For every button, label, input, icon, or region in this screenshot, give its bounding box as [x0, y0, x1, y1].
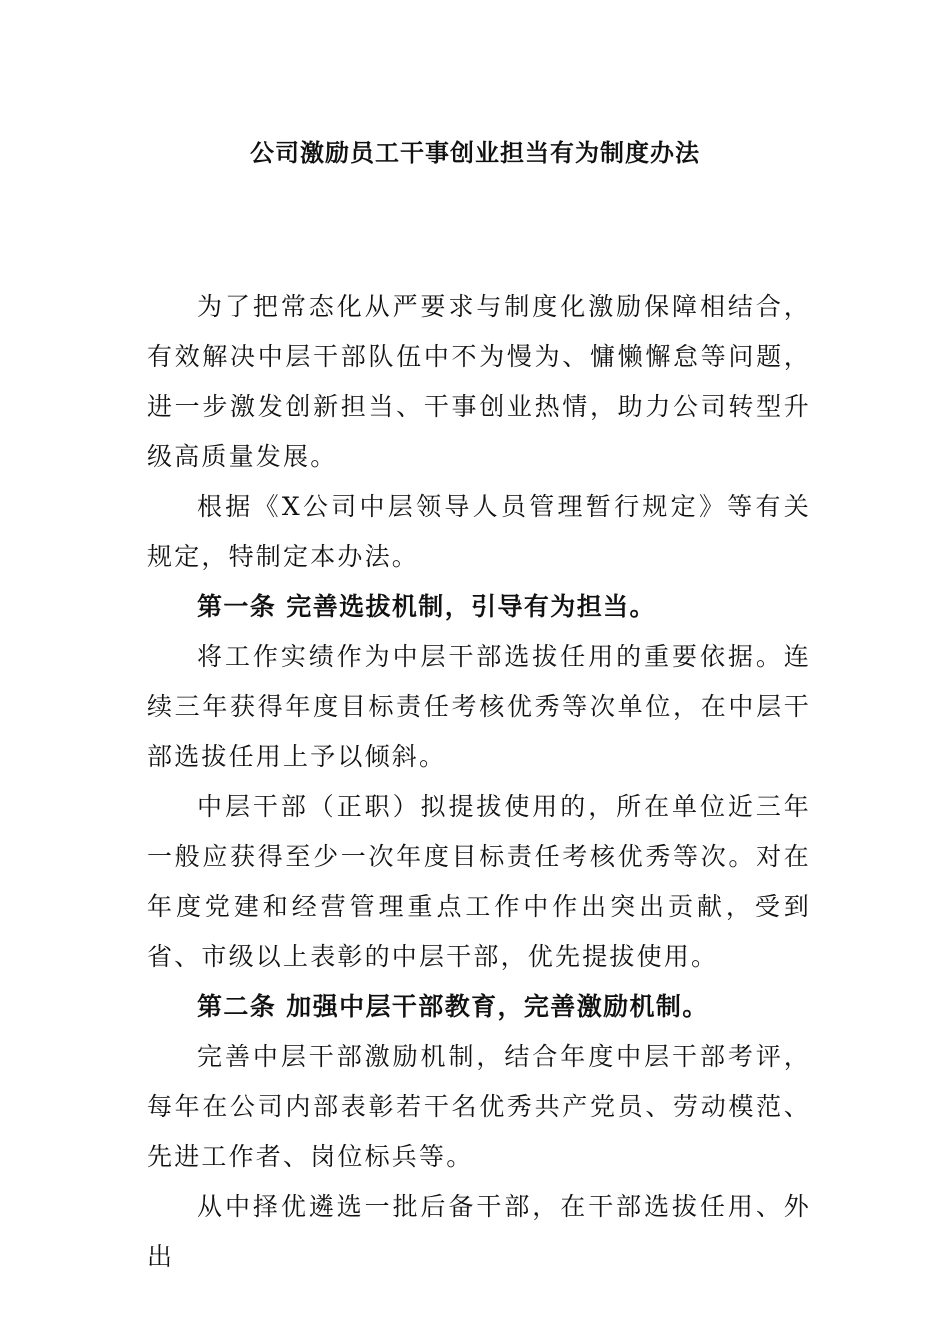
article-1-heading: 第一条 完善选拔机制，引导有为担当。	[197, 592, 656, 621]
document-title: 公司激励员工干事创业担当有为制度办法	[250, 139, 700, 167]
intro-paragraph: 为了把常态化从严要求与制度化激励保障相结合，有效解决中层干部队伍中不为慢为、慵懒懈怠等问题，进一步激发创新担当、干事创业热情，助力公司转型升级高质量发展。	[147, 292, 811, 471]
article-1-paragraph-1: 将工作实绩作为中层干部选拔任用的重要依据。连续三年获得年度目标责任考核优秀等次单位，在中层干部选拔任用上予以倾斜。	[147, 642, 811, 771]
document-body	[147, 282, 811, 1282]
article-2-paragraph-2: 从中择优遴选一批后备干部，在干部选拔任用、外出	[147, 1192, 811, 1271]
article-2-paragraph-1: 完善中层干部激励机制，结合年度中层干部考评，每年在公司内部表彰若干名优秀共产党员、劳动模范、先进工作者、岗位标兵等。	[147, 1042, 811, 1171]
article-1-paragraph-2: 中层干部（正职）拟提拔使用的，所在单位近三年一般应获得至少一次年度目标责任考核优秀等次。对在年度党建和经营管理重点工作中作出突出贡献，受到省、市级以上表彰的中层干部，优先提拔使用。	[147, 792, 811, 971]
basis-paragraph: 根据《X公司中层领导人员管理暂行规定》等有关规定，特制定本办法。	[147, 492, 811, 571]
article-2-heading: 第二条 加强中层干部教育，完善激励机制。	[197, 992, 709, 1021]
